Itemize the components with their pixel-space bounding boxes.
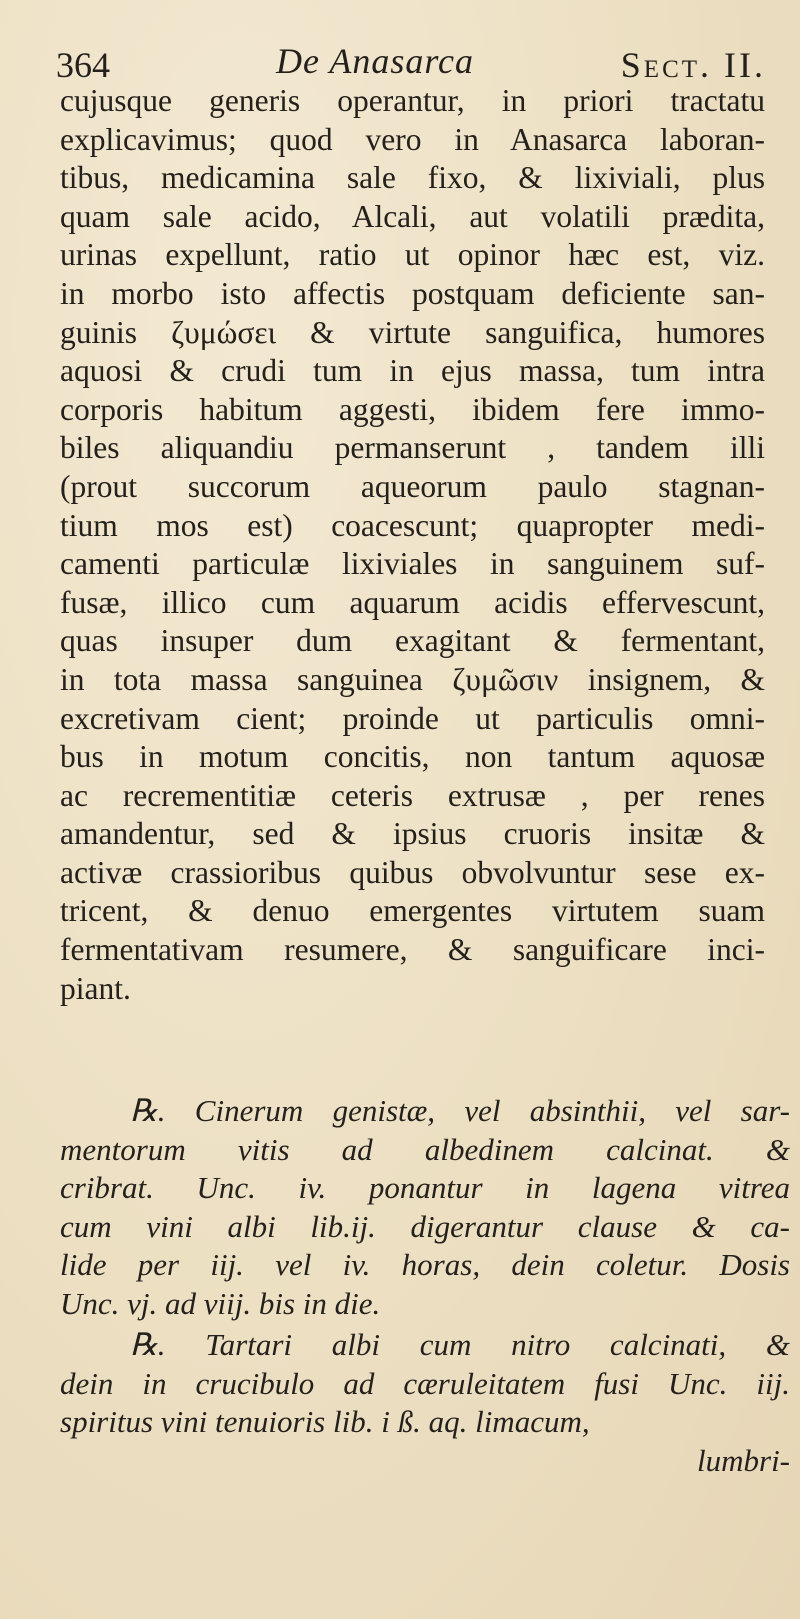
recipe-line: ℞. Tartari albi cum nitro calcinati, & [130, 1327, 790, 1362]
text-line: in tota massa sanguinea ζυμῶσιν insignem, & [60, 661, 765, 697]
recipe-line: cum vini albi lib.ij. digerantur clause & ca- [60, 1208, 790, 1244]
recipe-line: Unc. vj. ad viij. bis in die. [60, 1285, 381, 1321]
text-line: piant. [60, 970, 131, 1006]
page-number: 364 [56, 45, 110, 85]
text-line: fermentativam resumere, & sanguificare inci- [60, 932, 765, 968]
text-line: amandentur, sed & ipsius cruoris insitæ & [60, 816, 765, 852]
recipe-line: dein in crucibulo ad cæruleitatem fusi Unc. iij. [60, 1365, 790, 1401]
text-line: explicavimus; quod vero in Anasarca laboran- [60, 121, 765, 157]
text-line: bus in motum concitis, non tantum aquosæ [60, 739, 765, 775]
text-line: tium mos est) coacescunt; quapropter medi- [60, 507, 765, 543]
text-line: quam sale acido, Alcali, aut volatili prædita, [60, 198, 765, 234]
text-line: tibus, medicamina sale fixo, & lixiviali, plus [60, 160, 765, 196]
recipe-2 [60, 1326, 790, 1480]
text-line: biles aliquandiu permanserunt , tandem illi [60, 430, 765, 466]
recipe-line: mentorum vitis ad albedinem calcinat. & [60, 1131, 790, 1167]
recipe-line: ℞. Cinerum genistæ, vel absinthii, vel sar- [130, 1093, 790, 1128]
text-line: cujusque generis operantur, in priori tractatu [60, 83, 765, 118]
recipe-1 [60, 1092, 790, 1324]
text-line: aquosi & crudi tum in ejus massa, tum intra [60, 353, 765, 389]
text-line: in morbo isto affectis postquam deficiente san- [60, 275, 765, 311]
body-text [60, 82, 765, 1008]
text-line: guinis ζυμώσει & virtute sanguifica, humores [60, 314, 765, 350]
recipe-line: lide per iij. vel iv. horas, dein coletur. Dosis [60, 1247, 790, 1283]
text-line: camenti particulæ lixiviales in sanguinem suf- [60, 546, 765, 582]
text-line: tricent, & denuo emergentes virtutem suam [60, 893, 765, 929]
text-line: urinas expellunt, ratio ut opinor hæc est, viz. [60, 237, 765, 273]
text-line: (prout succorum aqueorum paulo stagnan- [60, 468, 765, 504]
text-line: fusæ, illico cum aquarum acidis effervescunt, [60, 584, 765, 620]
catchword: lumbri- [697, 1442, 790, 1478]
text-line: ac recrementitiæ ceteris extrusæ , per renes [60, 777, 765, 813]
text-line: corporis habitum aggesti, ibidem fere immo- [60, 391, 765, 427]
text-line: quas insuper dum exagitant & fermentant, [60, 623, 765, 659]
recipe-line: cribrat. Unc. iv. ponantur in lagena vitrea [60, 1170, 790, 1206]
text-line: excretivam cient; proinde ut particulis omni- [60, 700, 765, 736]
section-label: Sect. II. [620, 45, 766, 85]
recipe-line: spiritus vini tenuioris lib. i ß. aq. limacum, [60, 1404, 590, 1440]
text-line: activæ crassioribus quibus obvolvuntur sese ex- [60, 854, 765, 890]
running-title: De Anasarca [276, 41, 474, 81]
